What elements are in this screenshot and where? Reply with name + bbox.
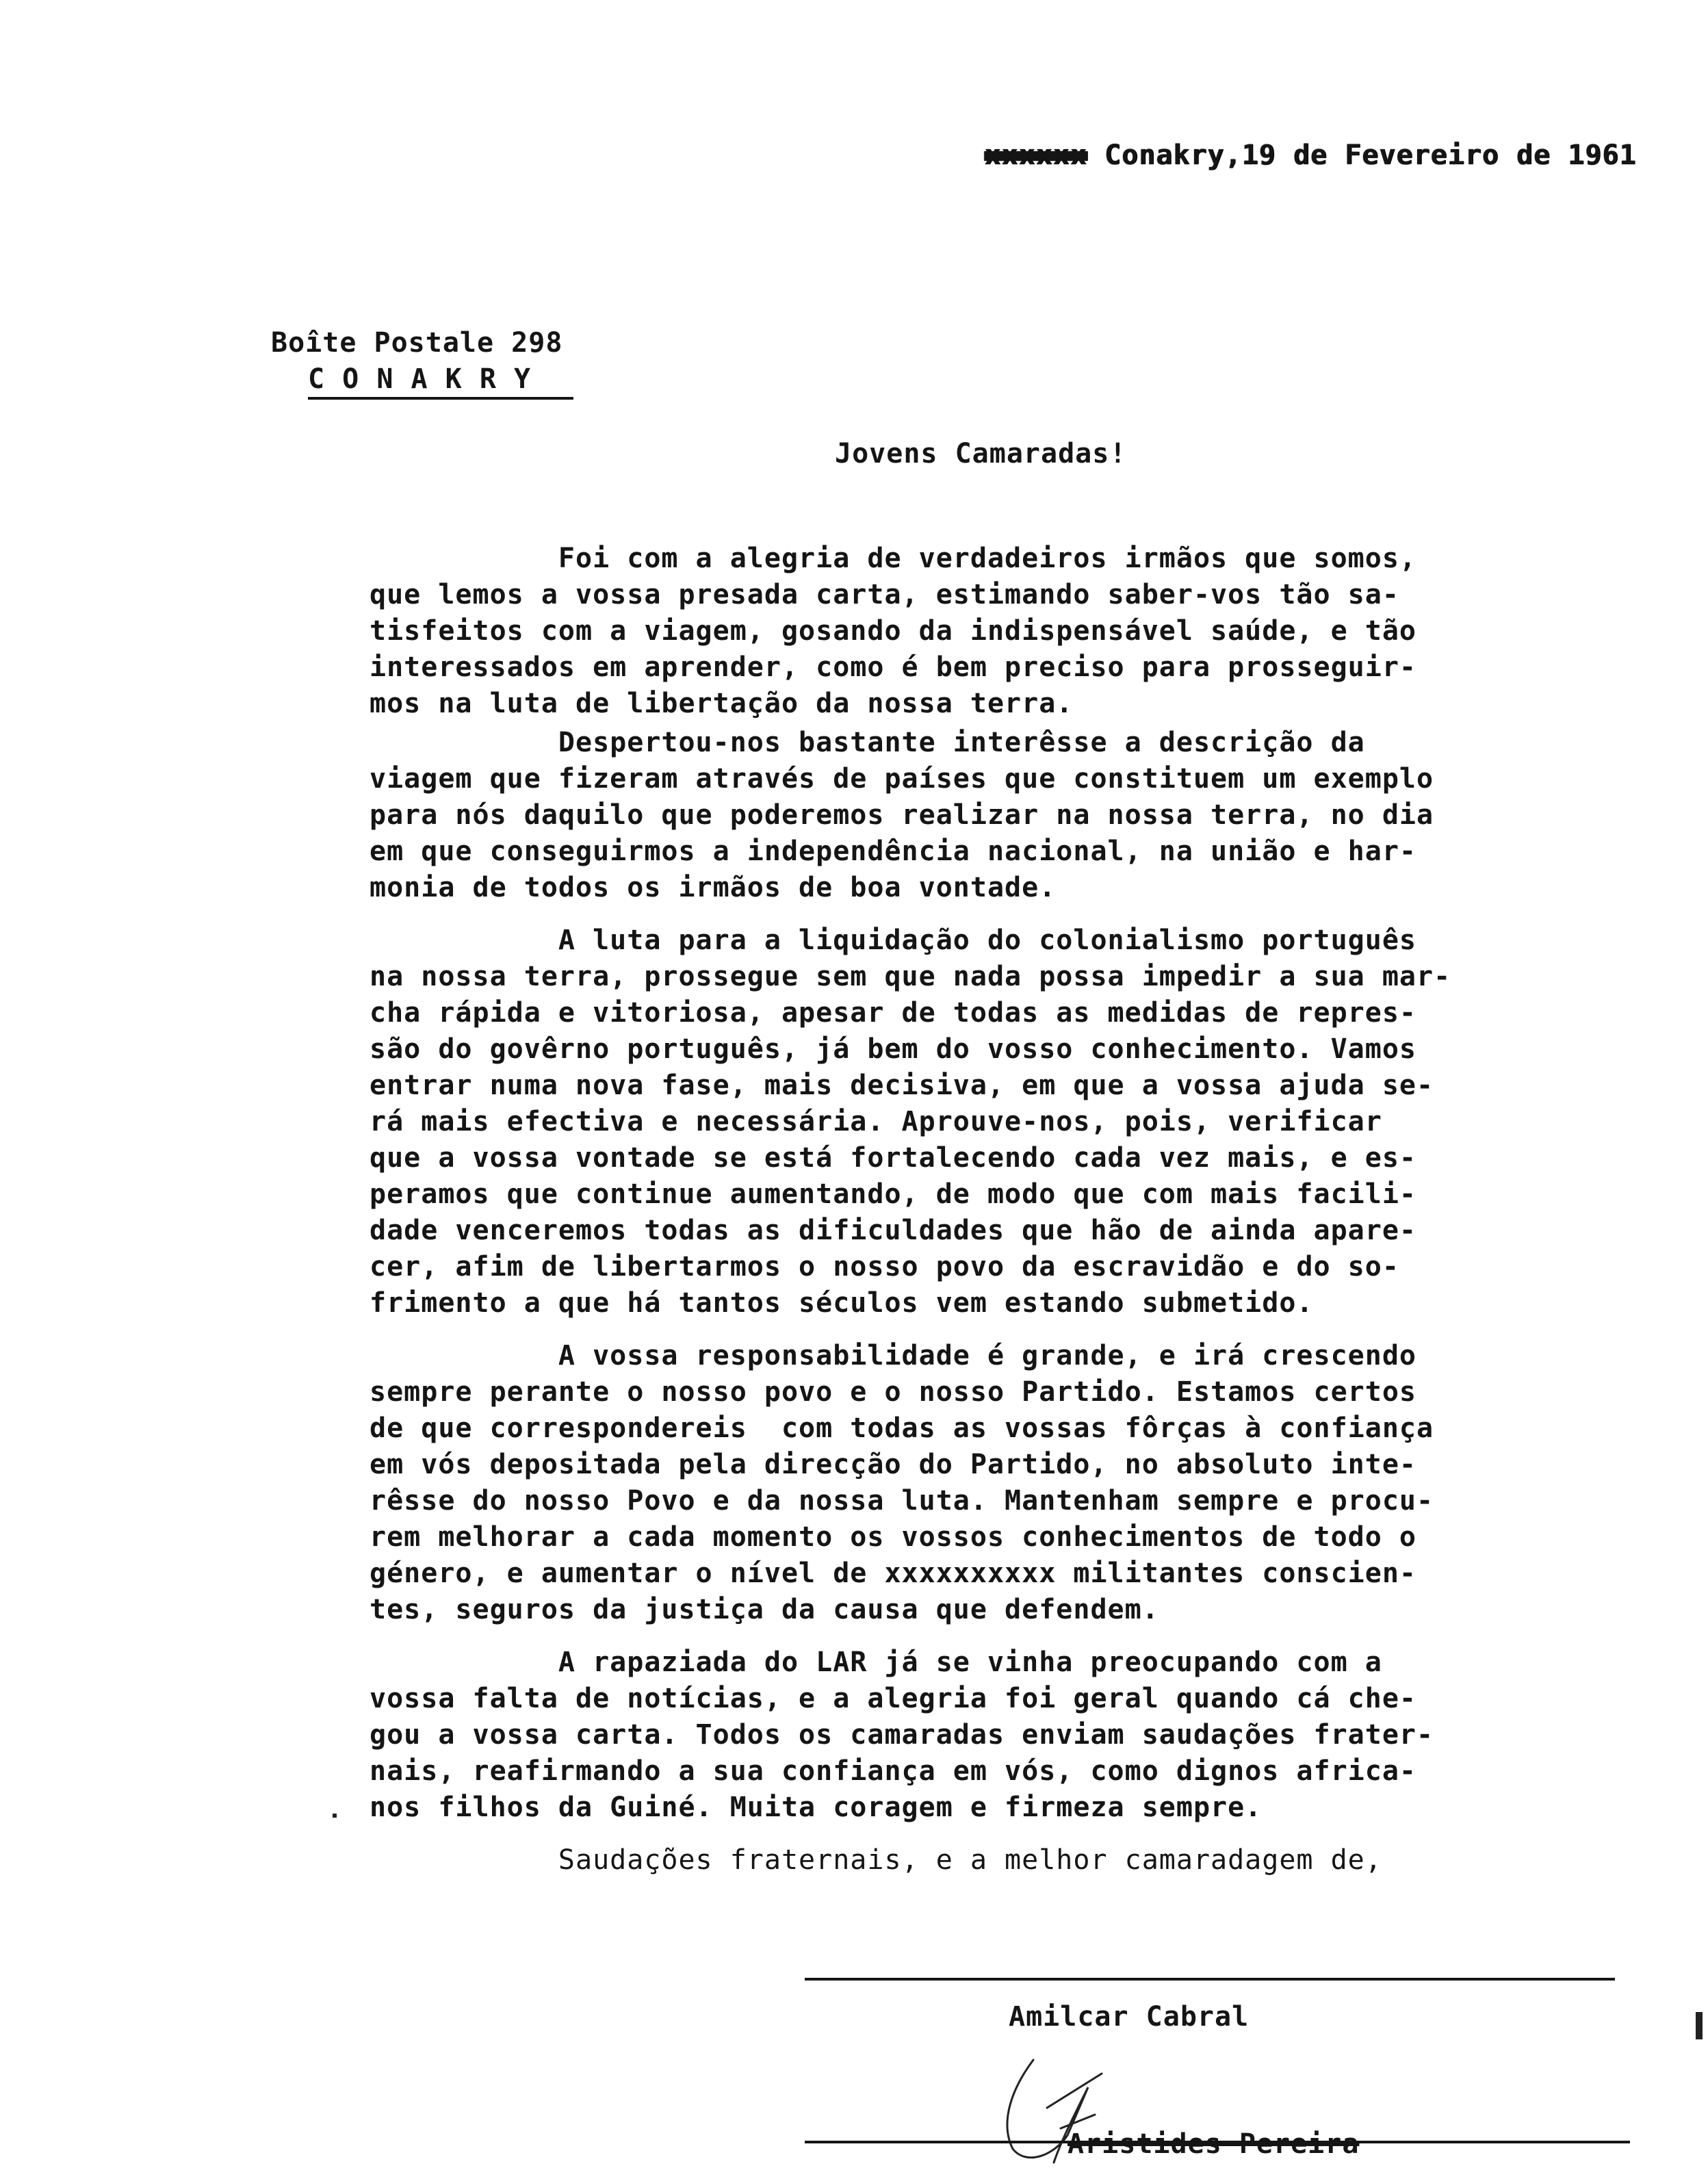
- date-text: Conakry,19 de Fevereiro de 1961: [1104, 140, 1637, 171]
- body-line: em vós depositada pela direcção do Partido, no absoluto inte-: [370, 1449, 1417, 1480]
- body-line: de que correspondereis com todas as vossas fôrças à confiança: [370, 1413, 1434, 1444]
- body-line: cha rápida e vitoriosa, apesar de todas as medidas de repres-: [370, 997, 1417, 1029]
- body-line: cer, afim de libertarmos o nosso povo da escravidão e do so-: [370, 1251, 1399, 1282]
- date-line: [916, 108, 1636, 203]
- sender-address-line1: Boîte Postale 298: [271, 327, 563, 359]
- body-line: tes, seguros da justiça da causa que defendem.: [370, 1594, 1159, 1625]
- paragraph-1: [370, 541, 1642, 722]
- body-line: para nós daquilo que poderemos realizar na nossa terra, no dia: [370, 799, 1434, 831]
- body-line: interessados em aprender, como é bem preciso para prosseguir-: [370, 652, 1417, 683]
- closing: [370, 1842, 1642, 1879]
- body-line: que lemos a vossa presada carta, estimando saber-vos tão sa-: [370, 579, 1399, 610]
- body-line: nos filhos da Guiné. Muita coragem e firmeza sempre.: [370, 1792, 1263, 1823]
- body-line: vossa falta de notícias, e a alegria foi geral quando cá che-: [370, 1683, 1417, 1714]
- paragraph-4: [370, 1338, 1642, 1628]
- body-line: que a vossa vontade se está fortalecendo cada vez mais, e es-: [370, 1142, 1417, 1174]
- salutation: Jovens Camaradas!: [835, 438, 1127, 469]
- body-line: A rapaziada do LAR já se vinha preocupando com a: [370, 1647, 1382, 1678]
- body-line: dade venceremos todas as dificuldades que hão de ainda apare-: [370, 1215, 1417, 1246]
- margin-mark: [1696, 2012, 1703, 2039]
- body-line: sempre perante o nosso povo e o nosso Partido. Estamos certos: [370, 1376, 1417, 1408]
- body-line: frimento a que há tantos séculos vem estando submetido.: [370, 1287, 1314, 1319]
- letter-body: [370, 541, 1642, 1881]
- body-line: viagem que fizeram através de países que constituem um exemplo: [370, 763, 1434, 795]
- paragraph-3: [370, 923, 1642, 1321]
- body-line: mos na luta de libertação da nossa terra.: [370, 688, 1074, 719]
- body-line: rêsse do nosso Povo e da nossa luta. Mantenham sempre e procu-: [370, 1485, 1434, 1517]
- body-line: tisfeitos com a viagem, gosando da indispensável saúde, e tão: [370, 615, 1417, 647]
- body-line: rem melhorar a cada momento os vossos conhecimentos de todo o: [370, 1521, 1417, 1553]
- closing-line: Saudações fraternais, e a melhor camaradagem de,: [370, 1844, 1382, 1876]
- body-line: género, e aumentar o nível de xxxxxxxxxx militantes conscien-: [370, 1558, 1417, 1589]
- body-line: gou a vossa carta. Todos os camaradas enviam saudações frater-: [370, 1719, 1434, 1751]
- sender-address-line2: C O N A K R Y: [308, 363, 532, 395]
- margin-mark: [333, 1814, 337, 1818]
- body-line: monia de todos os irmãos de boa vontade.: [370, 872, 1057, 903]
- body-line: Despertou-nos bastante interêsse a descrição da: [370, 727, 1365, 758]
- body-line: nais, reafirmando a sua confiança em vós, como dignos africa-: [370, 1755, 1417, 1787]
- body-line: em que conseguirmos a independência nacional, na união e har-: [370, 836, 1417, 867]
- paragraph-5: [370, 1645, 1642, 1826]
- date-strikeout: xxxxxx: [984, 140, 1087, 171]
- body-line: entrar numa nova fase, mais decisiva, em que a vossa ajuda se-: [370, 1070, 1434, 1101]
- paragraph-2: [370, 725, 1642, 906]
- body-line: na nossa terra, prossegue sem que nada possa impedir a sua mar-: [370, 961, 1451, 992]
- body-line: Foi com a alegria de verdadeiros irmãos que somos,: [370, 543, 1417, 574]
- body-line: são do govêrno português, já bem do vosso conhecimento. Vamos: [370, 1033, 1417, 1065]
- address-underline: [308, 397, 573, 400]
- signature-line-1: [805, 1978, 1615, 1981]
- body-line: A luta para a liquidação do colonialismo português: [370, 925, 1417, 956]
- signatory-2: Aristides Pereira: [1068, 2128, 1360, 2160]
- body-line: peramos que continue aumentando, de modo que com mais facili-: [370, 1178, 1417, 1210]
- signatory-1: Amilcar Cabral: [1009, 2001, 1250, 2033]
- body-line: rá mais efectiva e necessária. Aprouve-nos, pois, verificar: [370, 1106, 1382, 1137]
- body-line: A vossa responsabilidade é grande, e irá crescendo: [370, 1340, 1417, 1371]
